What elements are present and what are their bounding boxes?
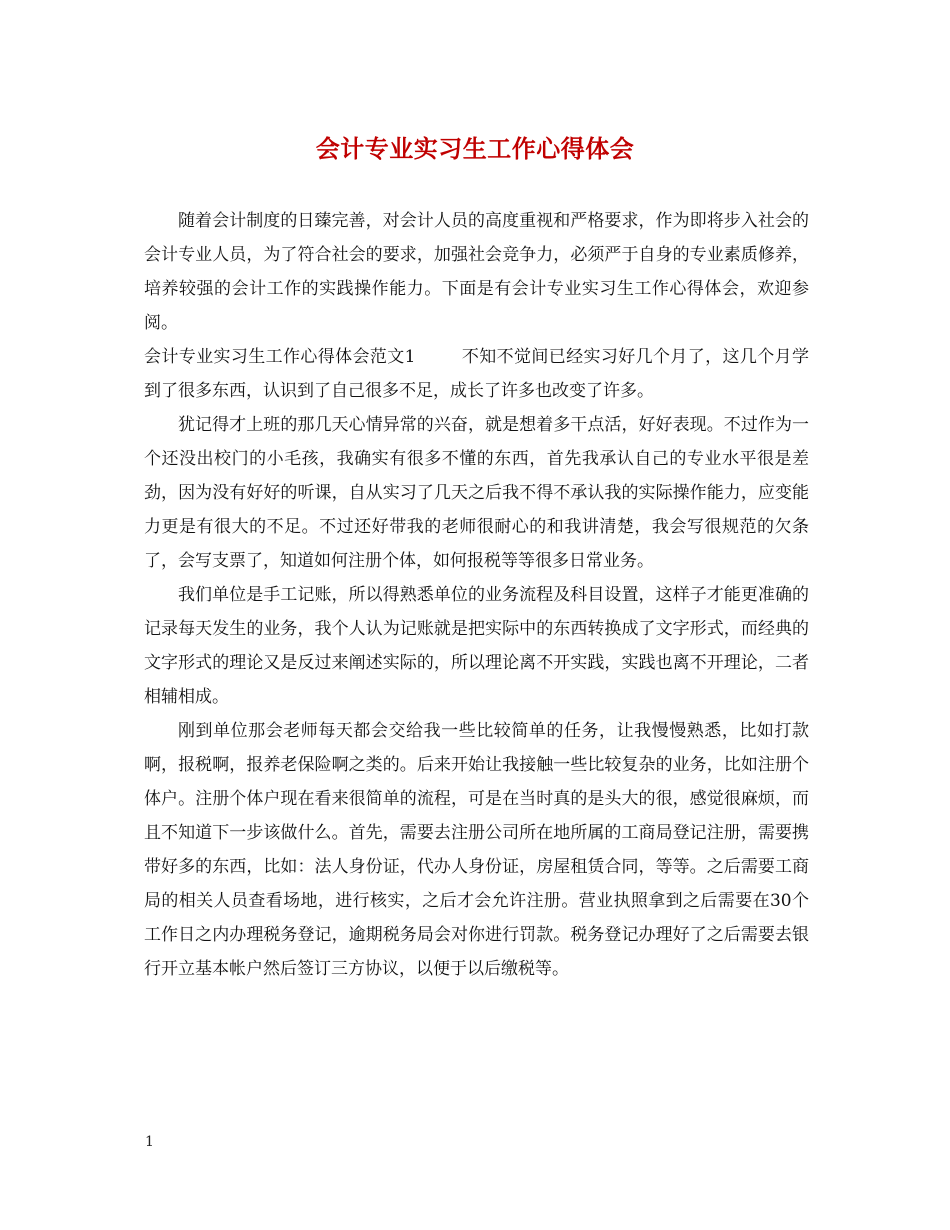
body-paragraph-1: 犹记得才上班的那几天心情异常的兴奋，就是想着多干点活，好好表现。不过作为一个还没出校门的小毛孩，我确实有很多不懂的东西，首先我承认自己的专业水平很是差劲，因为没有好好的听课，自从实习了几天之后我不得不承认我的实际操作能力，应变能力更是有很大的不足。不过还好带我的老师很耐心的和我讲清楚，我会写很规范的欠条了，会写支票了，知道如何注册个体，如何报税等等很多日常业务。: [144, 415, 809, 571]
sample-heading: 会计专业实习生工作心得体会范文1: [144, 347, 416, 367]
document-body: [144, 204, 809, 986]
body-paragraph-3: 刚到单位那会老师每天都会交给我一些比较简单的任务，让我慢慢熟悉，比如打款啊，报税啊，报养老保险啊之类的。后来开始让我接触一些比较复杂的业务，比如注册个体户。注册个体户现在看来很简单的流程，可是在当时真的是头大的很，感觉很麻烦，而且不知道下一步该做什么。首先，需要去注册公司所在地所属的工商局登记注册，需要携带好多的东西，比如：法人身份证，代办人身份证，房屋租赁合同，等等。之后需要工商局的相关人员查看场地，进行核实，之后才会允许注册。营业执照拿到之后需要在30个工作日之内办理税务登记，逾期税务局会对你进行罚款。税务登记办理好了之后需要去银行开立基本帐户然后签订三方协议，以便于以后缴税等。: [144, 721, 809, 979]
sample-opening-text: 不知不觉间已经实习好几个月了，这几个月学到了很多东西，认识到了自己很多不足，成长了许多也改变了许多。: [144, 347, 809, 401]
page-number: 1: [145, 1134, 154, 1150]
sample-heading-paragraph: [144, 340, 809, 408]
intro-paragraph: 随着会计制度的日臻完善，对会计人员的高度重视和严格要求，作为即将步入社会的会计专业人员，为了符合社会的要求，加强社会竞争力，必须严于自身的专业素质修养，培养较强的会计工作的实践操作能力。下面是有会计专业实习生工作心得体会，欢迎参阅。: [144, 211, 809, 333]
document-title: 会计专业实习生工作心得体会: [315, 134, 635, 163]
body-paragraph-2: 我们单位是手工记账，所以得熟悉单位的业务流程及科目设置，这样子才能更准确的记录每天发生的业务，我个人认为记账就是把实际中的东西转换成了文字形式，而经典的文字形式的理论又是反过来阐述实际的，所以理论离不开实践，实践也离不开理论，二者相辅相成。: [144, 585, 809, 707]
